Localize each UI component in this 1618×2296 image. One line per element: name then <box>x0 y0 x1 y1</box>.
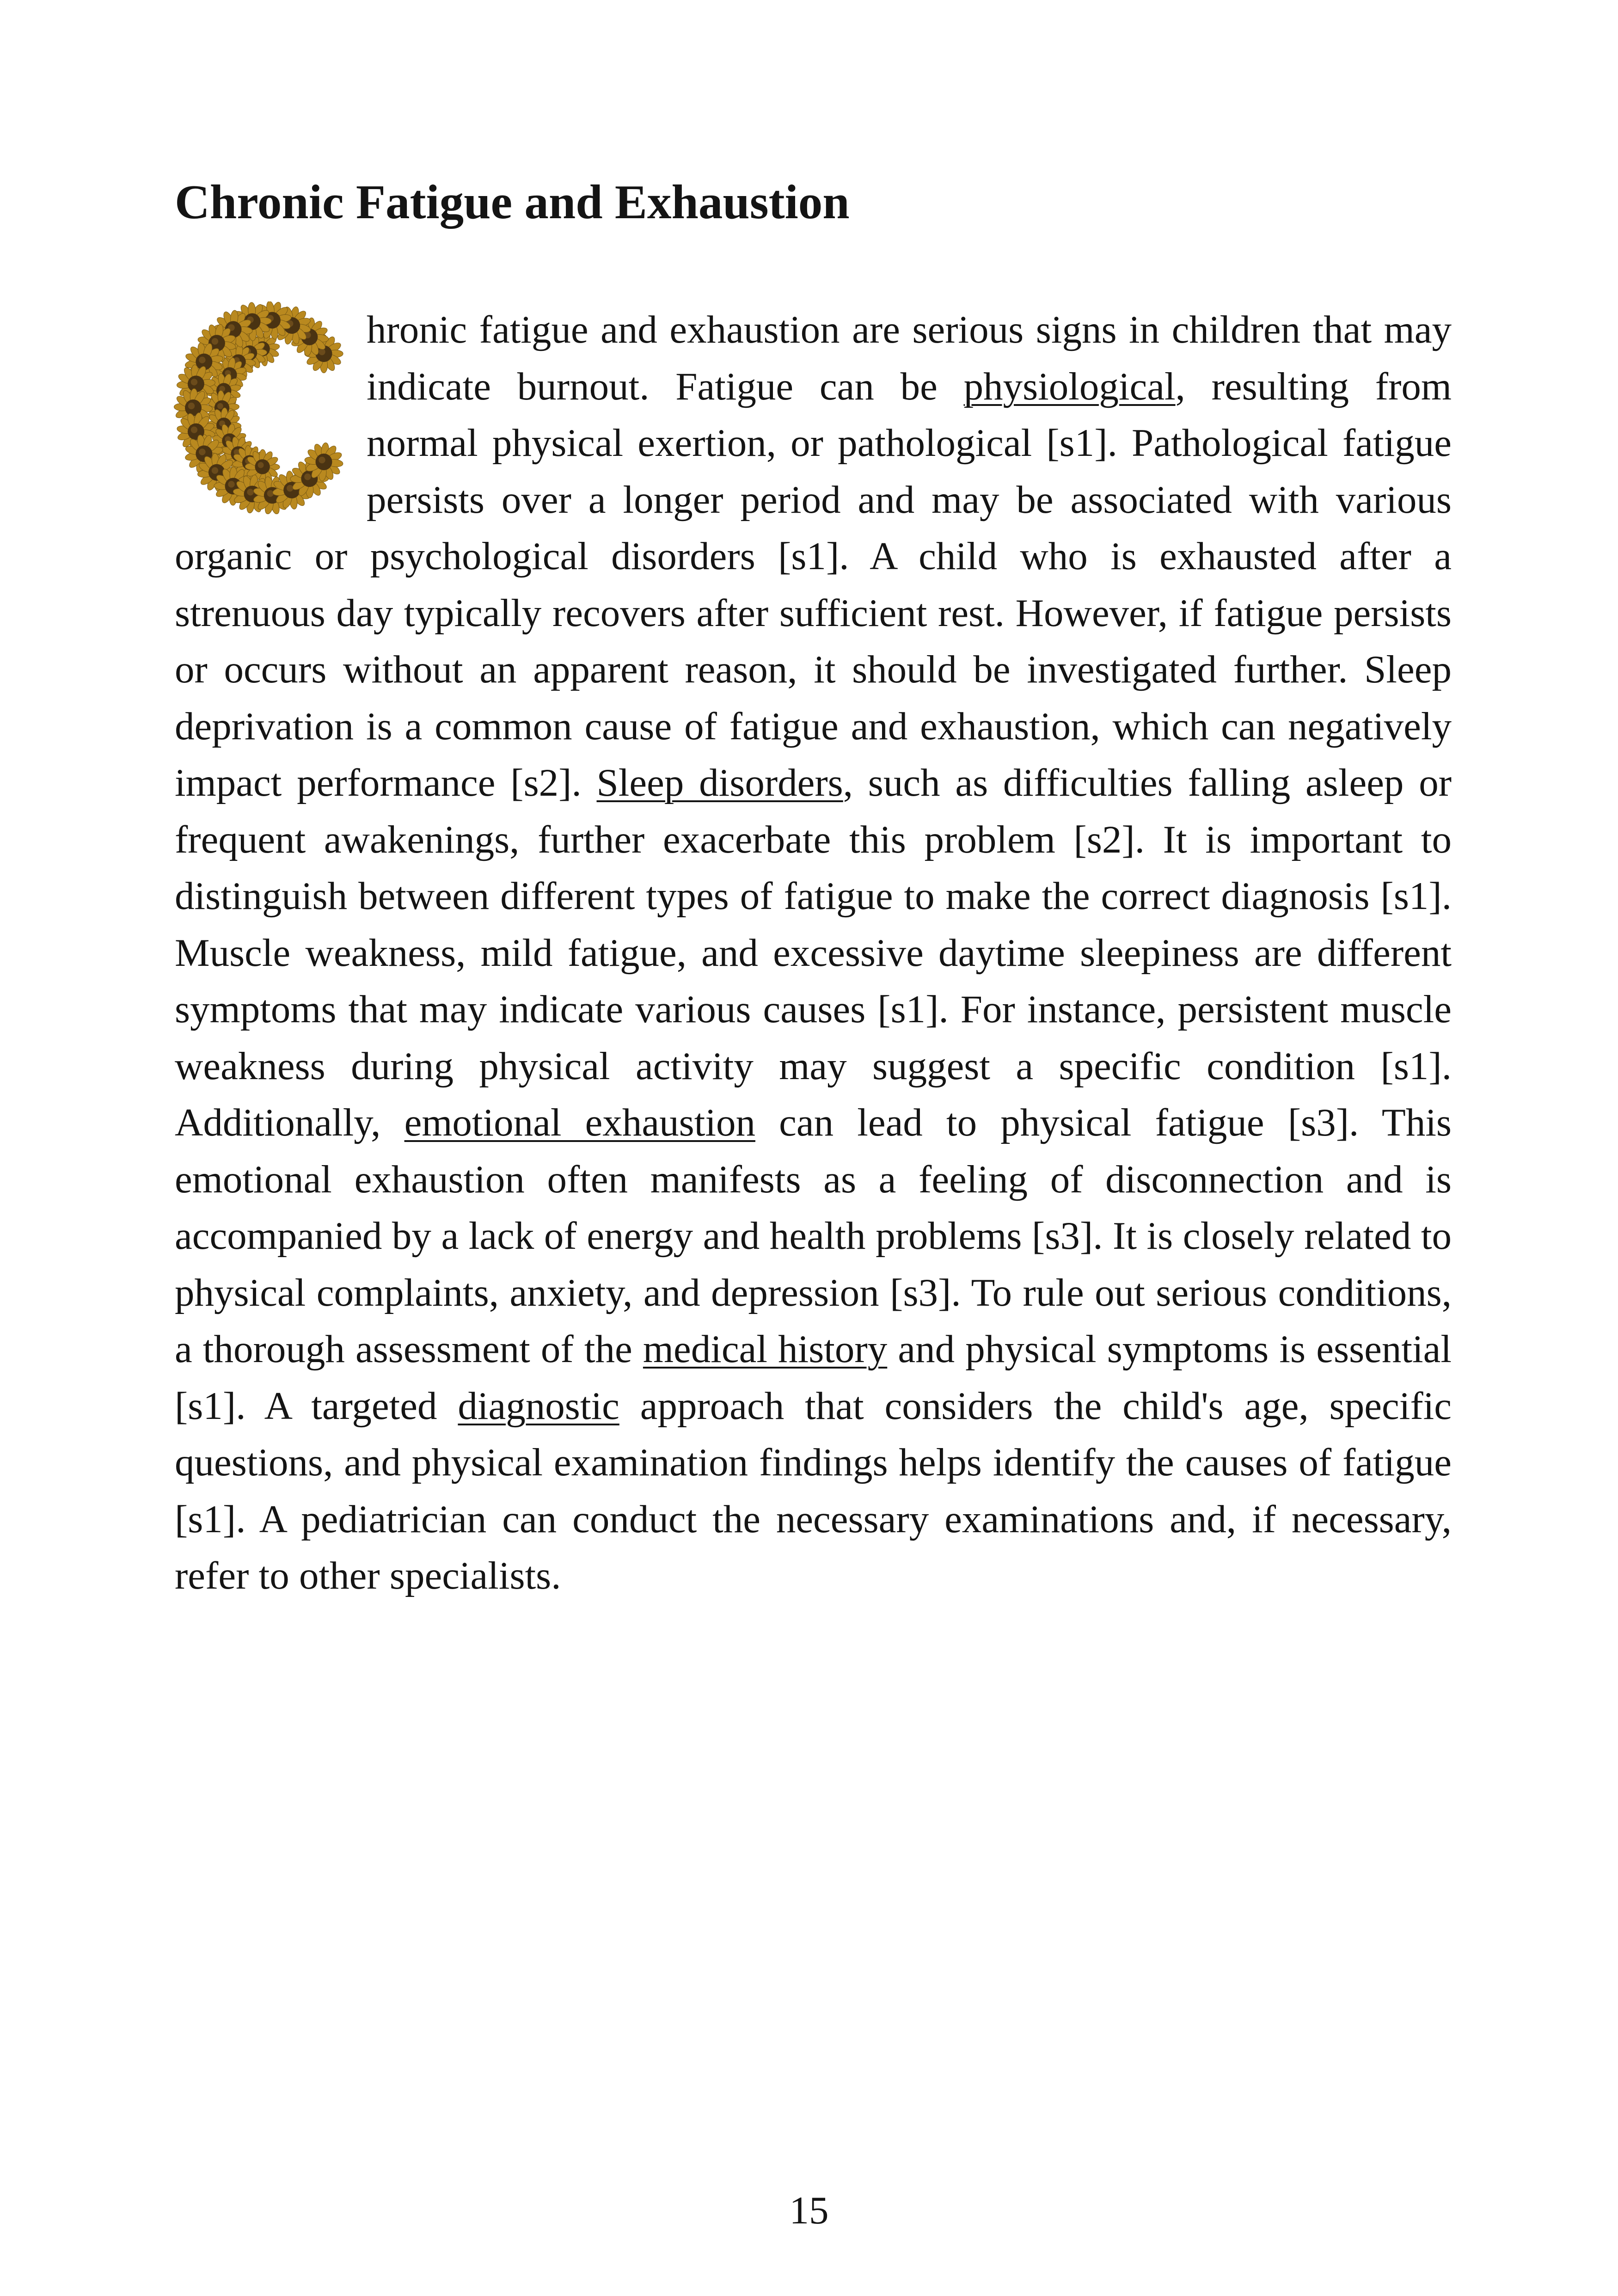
text-run: , resulting from normal physical exertion, or pathological [s1]. Pathological fatigue persists over a longer period and may be associated with various organic or psychological disorders [s1]. A child who is exhausted after a strenuous day typically recovers after sufficient rest. However, if fatigue persists or occurs without an apparent reason, it should be investigated further. Sleep deprivation is a common cause of fatigue and exhaustion, which can negatively impact performance [s2]. <box>175 364 1452 804</box>
page-number: 15 <box>789 2189 829 2232</box>
text-run: approach that considers the child's age, specific questions, and physical examination findings helps identify the causes of fatigue [s1]. A pediatrician can conduct the necessary examinations and, if necessary, refer to other specialists. <box>175 1384 1452 1597</box>
text-run: can lead to physical fatigue [s3]. This emotional exhaustion often manifests as a feeling of disconnection and is accompanied by a lack of energy and health problems [s3]. It is closely related to physical complaints, anxiety, and depression [s3]. To rule out serious conditions, a thorough assessment of the <box>175 1101 1452 1371</box>
link-medical-history[interactable]: medical history <box>643 1327 888 1371</box>
sunflower-c-icon <box>169 301 352 514</box>
text-run: and physical symptoms is essential [s1]. A targeted <box>175 1327 1452 1428</box>
text-run: hronic fatigue and exhaustion are serious signs in children that may indicate burnout. Fatigue can be <box>367 308 1452 408</box>
page-title: Chronic Fatigue and Exhaustion <box>175 175 850 229</box>
drop-cap-sunflower-icon <box>169 301 352 514</box>
link-emotional-exhaustion[interactable]: emotional exhaustion <box>404 1101 755 1144</box>
link-diagnostic[interactable]: diagnostic <box>458 1384 619 1428</box>
link-sleep-disorders[interactable]: Sleep disorders <box>596 761 843 804</box>
text-run: , such as difficulties falling asleep or frequent awakenings, further exacerbate this problem [s2]. It is important to distinguish between different types of fatigue to make the correct diagnosis [s1]. Muscle weakness, mild fatigue, and excessive daytime sleepiness are different symptoms that may indicate various causes [s1]. For instance, persistent muscle weakness during physical activity may suggest a specific condition [s1]. Additionally, <box>175 761 1452 1144</box>
link-physiological[interactable]: physiological <box>963 364 1176 408</box>
body-paragraph <box>175 301 1452 1604</box>
